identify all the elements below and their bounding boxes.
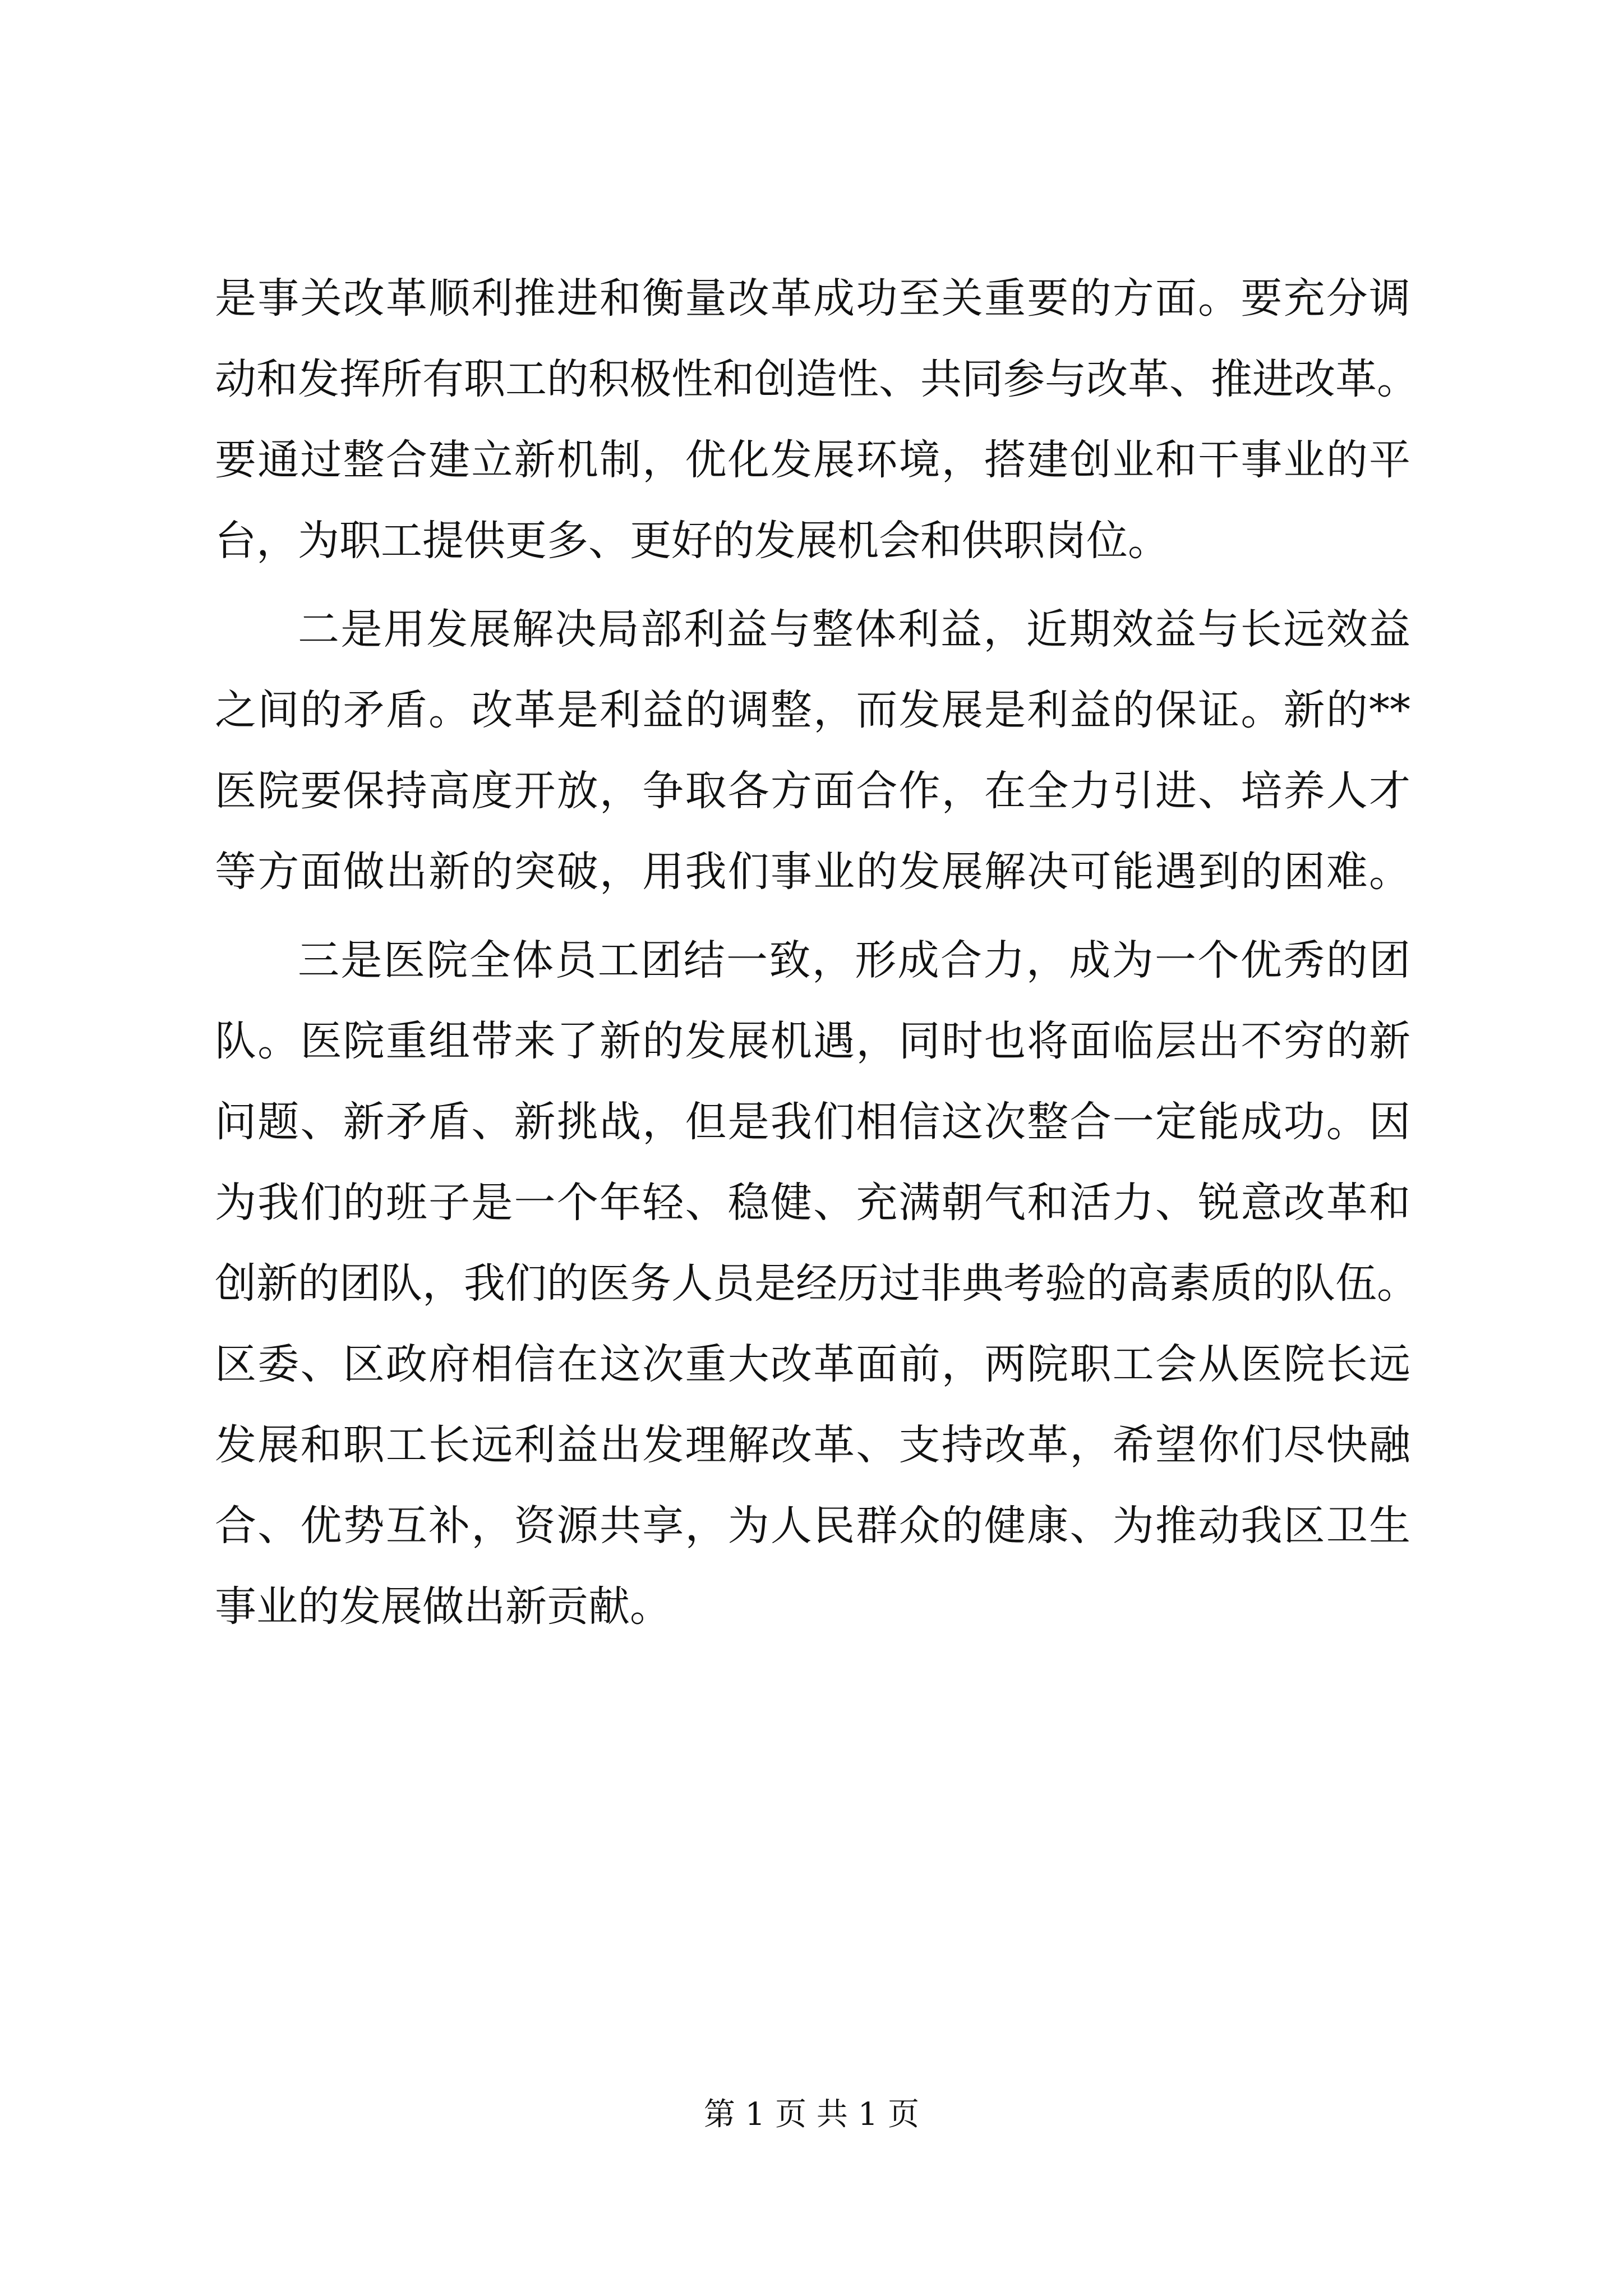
paragraph-line: 二是用发展解决局部利益与整体利益，近期效益与长远效益 — [298, 605, 1410, 654]
paragraph-line: 之间的矛盾。改革是利益的调整，而发展是利益的保证。新的** — [215, 686, 1410, 734]
paragraph-line: 队。医院重组带来了新的发展机遇，同时也将面临层出不穷的新 — [215, 1017, 1410, 1065]
paragraph-line: 事业的发展做出新贡献。 — [215, 1582, 671, 1631]
paragraph-line: 要通过整合建立新机制，优化发展环境，搭建创业和干事业的平 — [215, 436, 1410, 484]
paragraph-line: 区委、区政府相信在这次重大改革面前，两院职工会从医院长远 — [215, 1340, 1410, 1388]
paragraph-3 — [215, 920, 1418, 1647]
paragraph-line: 合、优势互补，资源共享，为人民群众的健康、为推动我区卫生 — [215, 1502, 1410, 1550]
paragraph-line: 创新的团队，我们的医务人员是经历过非典考验的高素质的队伍。 — [215, 1259, 1418, 1308]
paragraph-1 — [215, 258, 1418, 581]
paragraph-line: 医院要保持高度开放，争取各方面合作，在全力引进、培养人才 — [215, 767, 1410, 815]
paragraph-line: 发展和职工长远利益出发理解改革、支持改革，希望你们尽快融 — [215, 1421, 1410, 1469]
paragraph-spacer — [215, 912, 1410, 920]
paragraph-2 — [215, 589, 1410, 912]
document-body — [215, 258, 1418, 1647]
paragraph-line: 三是医院全体员工团结一致，形成合力，成为一个优秀的团 — [298, 936, 1410, 984]
paragraph-line: 动和发挥所有职工的积极性和创造性、共同参与改革、推进改革。 — [215, 355, 1418, 403]
page-number-footer: 第 1 页 共 1 页 — [703, 2096, 920, 2133]
paragraph-line: 台，为职工提供更多、更好的发展机会和供职岗位。 — [215, 517, 1169, 565]
paragraph-line: 为我们的班子是一个年轻、稳健、充满朝气和活力、锐意改革和 — [215, 1179, 1410, 1227]
paragraph-line: 问题、新矛盾、新挑战，但是我们相信这次整合一定能成功。因 — [215, 1098, 1410, 1146]
paragraph-spacer — [215, 581, 1410, 589]
paragraph-line: 等方面做出新的突破，用我们事业的发展解决可能遇到的困难。 — [215, 848, 1410, 896]
paragraph-line: 是事关改革顺利推进和衡量改革成功至关重要的方面。要充分调 — [215, 274, 1410, 323]
